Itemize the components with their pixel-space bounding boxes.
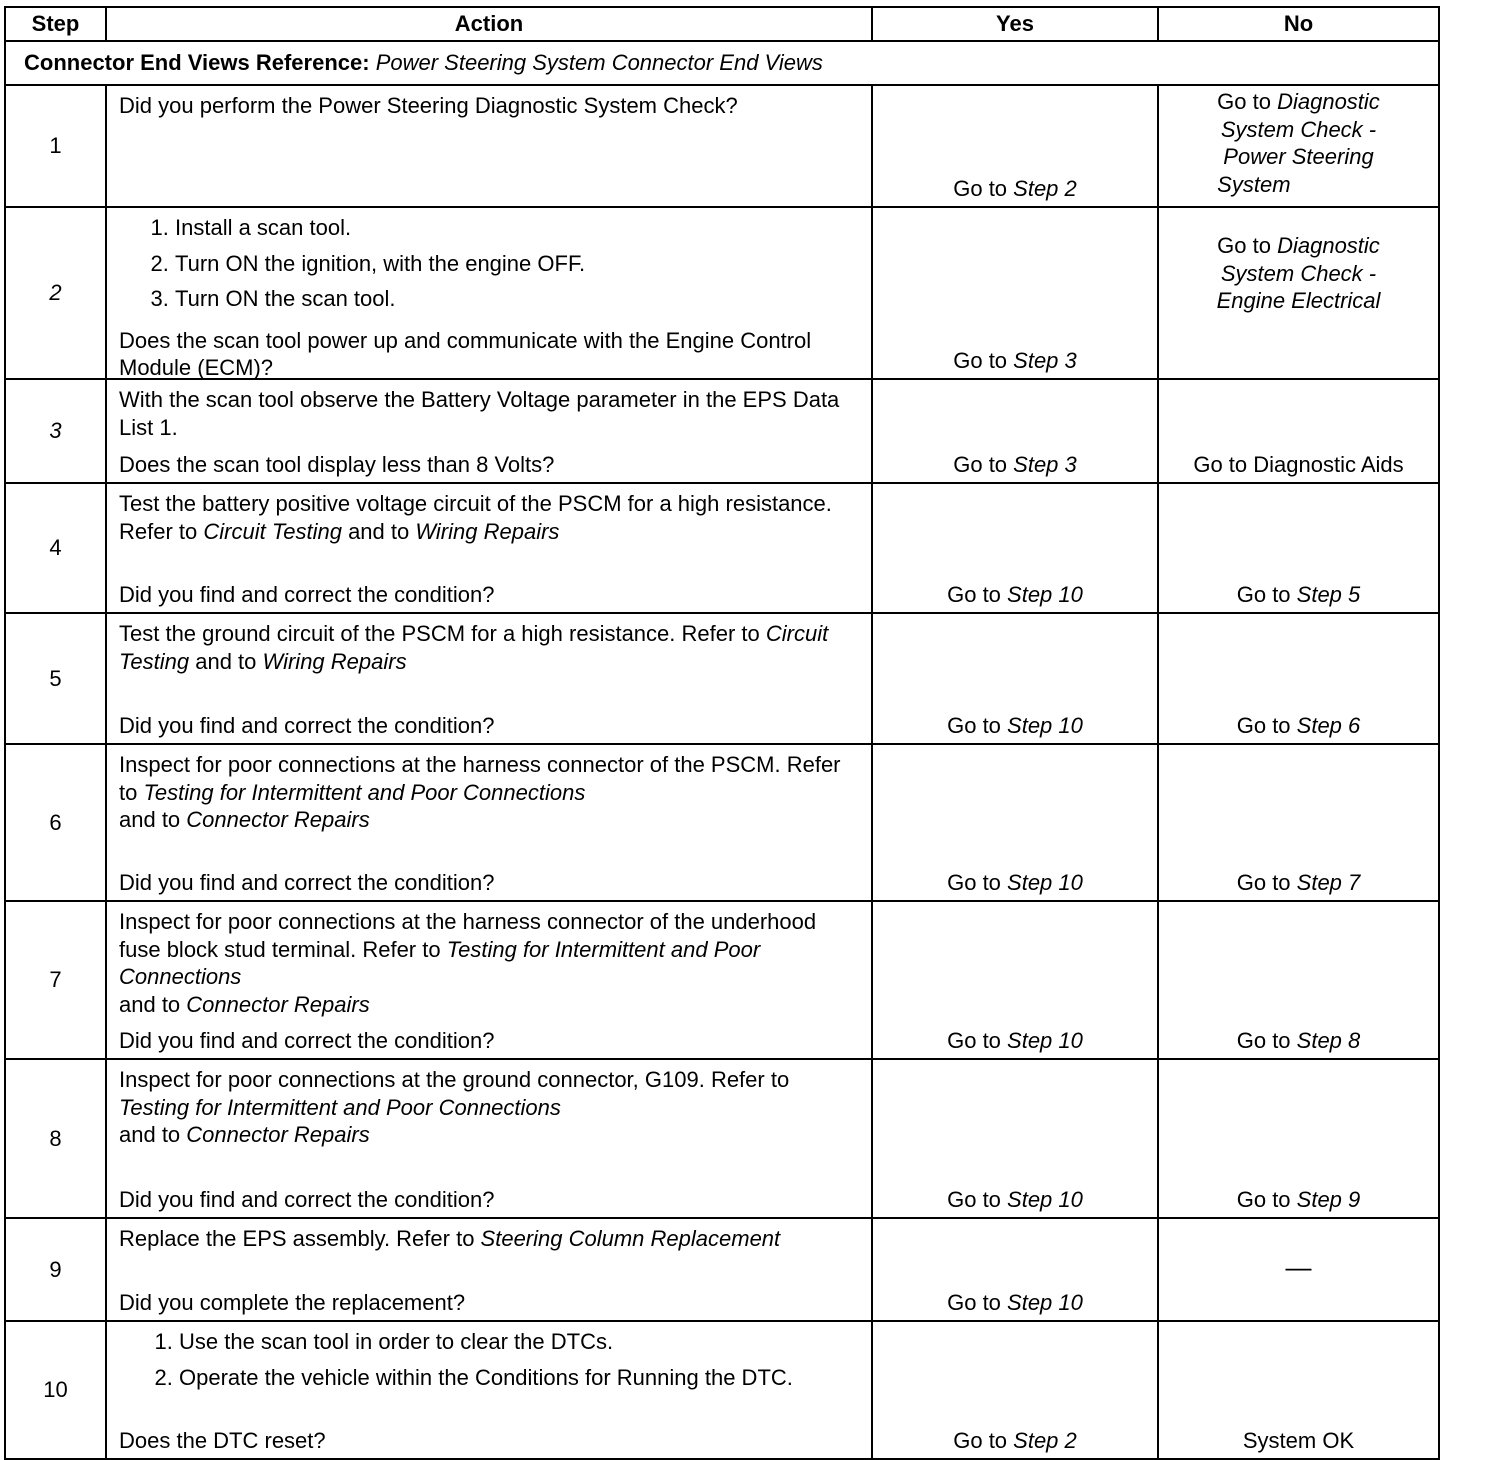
lead-text: and to bbox=[119, 1122, 187, 1147]
reference-cell bbox=[5, 41, 1439, 85]
reference-link[interactable]: Steering Column Replacement bbox=[480, 1226, 781, 1251]
action-question: Did you find and correct the condition? bbox=[119, 712, 495, 738]
action-cell bbox=[106, 207, 872, 379]
reference-link[interactable]: Circuit Testing bbox=[119, 621, 829, 674]
step-number: 8 bbox=[5, 1059, 106, 1218]
action-question: Did you complete the replacement? bbox=[119, 1289, 466, 1315]
no-link-line[interactable]: System Check - bbox=[1220, 260, 1377, 286]
yes-prefix: Go to bbox=[947, 869, 1008, 895]
no-link[interactable]: Step 6 bbox=[1296, 712, 1361, 738]
yes-cell bbox=[872, 613, 1158, 744]
yes-cell bbox=[872, 1321, 1158, 1459]
step-number: 4 bbox=[5, 483, 106, 613]
no-result: System OK bbox=[1242, 1427, 1355, 1453]
no-link-line[interactable]: System Check - bbox=[1220, 116, 1377, 142]
yes-cell bbox=[872, 379, 1158, 483]
header-row bbox=[5, 7, 1439, 41]
yes-prefix: Go to bbox=[953, 451, 1014, 477]
no-prefix: Go to bbox=[1236, 581, 1297, 607]
yes-cell bbox=[872, 85, 1158, 207]
action-question: Did you find and correct the condition? bbox=[119, 581, 495, 607]
no-prefix: Go to bbox=[1217, 89, 1278, 114]
reference-label: Connector End Views Reference: bbox=[24, 50, 370, 76]
yes-link[interactable]: Step 3 bbox=[1013, 347, 1077, 373]
table-row bbox=[5, 613, 1439, 744]
no-link-line[interactable]: Power Steering bbox=[1223, 144, 1374, 169]
reference-link[interactable]: Connector Repairs bbox=[186, 1122, 370, 1147]
step-number: 7 bbox=[5, 901, 106, 1059]
yes-cell bbox=[872, 744, 1158, 901]
action-question: Did you find and correct the condition? bbox=[119, 1027, 495, 1053]
lead-text: and to bbox=[119, 991, 187, 1017]
reference-link[interactable]: Circuit Testing bbox=[203, 518, 342, 544]
action-question: Did you perform the Power Steering Diagnostic System Check? bbox=[119, 93, 738, 118]
table-row bbox=[5, 901, 1439, 1059]
no-prefix: Go to bbox=[1236, 869, 1297, 895]
header-step: Step bbox=[5, 7, 106, 41]
action-question: Did you find and correct the condition? bbox=[119, 869, 495, 895]
step-number: 3 bbox=[5, 379, 106, 483]
yes-prefix: Go to bbox=[947, 712, 1008, 738]
reference-link[interactable]: Connector Repairs bbox=[186, 991, 370, 1017]
yes-prefix: Go to bbox=[947, 581, 1008, 607]
action-cell bbox=[106, 379, 872, 483]
header-action: Action bbox=[106, 7, 872, 41]
step-number: 2 bbox=[5, 207, 106, 379]
table-row bbox=[5, 1321, 1439, 1459]
action-cell bbox=[106, 1218, 872, 1321]
reference-link[interactable]: Power Steering System Connector End Views bbox=[375, 50, 823, 76]
reference-link[interactable]: Testing for Intermittent and Poor Connections bbox=[119, 1094, 561, 1120]
action-question: Does the scan tool display less than 8 Volts? bbox=[119, 451, 555, 477]
action-lead: With the scan tool observe the Battery Voltage parameter in the EPS Data List 1. bbox=[119, 387, 840, 440]
action-lead bbox=[119, 620, 859, 675]
step-number: 1 bbox=[5, 85, 106, 207]
reference-link[interactable]: Wiring Repairs bbox=[262, 648, 407, 674]
table-row bbox=[5, 207, 1439, 379]
lead-text: Replace the EPS assembly. Refer to bbox=[119, 1226, 481, 1251]
action-cell bbox=[106, 1059, 872, 1218]
table-row bbox=[5, 379, 1439, 483]
yes-prefix: Go to bbox=[953, 1427, 1014, 1453]
step-number: 10 bbox=[5, 1321, 106, 1459]
diagnostic-table bbox=[4, 6, 1440, 1460]
action-cell bbox=[106, 744, 872, 901]
action-lead bbox=[119, 908, 859, 1018]
yes-link[interactable]: Step 10 bbox=[1007, 1186, 1083, 1212]
yes-cell bbox=[872, 207, 1158, 379]
list-item: 2. Operate the vehicle within the Conditions for Running the DTC. bbox=[179, 1364, 819, 1392]
action-lead bbox=[119, 1225, 859, 1253]
yes-cell bbox=[872, 1218, 1158, 1321]
yes-link[interactable]: Step 10 bbox=[1007, 869, 1083, 895]
header-yes: Yes bbox=[872, 7, 1158, 41]
action-cell bbox=[106, 483, 872, 613]
no-dash: — bbox=[1285, 1252, 1312, 1283]
yes-link[interactable]: Step 10 bbox=[1007, 712, 1083, 738]
no-cell bbox=[1158, 901, 1439, 1059]
table-row bbox=[5, 483, 1439, 613]
step-number: 9 bbox=[5, 1218, 106, 1321]
no-link[interactable]: Step 9 bbox=[1296, 1186, 1361, 1212]
no-cell bbox=[1158, 744, 1439, 901]
no-cell bbox=[1158, 613, 1439, 744]
reference-link[interactable]: Testing for Intermittent and Poor Connections bbox=[143, 779, 586, 805]
no-link[interactable]: Diagnostic bbox=[1277, 89, 1380, 114]
reference-row bbox=[5, 41, 1439, 85]
lead-text: and to bbox=[189, 648, 263, 674]
yes-prefix: Go to bbox=[947, 1027, 1008, 1053]
lead-text: Test the ground circuit of the PSCM for a high resistance. Refer to bbox=[119, 621, 766, 646]
action-steps-list bbox=[119, 214, 859, 313]
no-cell bbox=[1158, 207, 1439, 379]
no-link[interactable]: Go to Diagnostic Aids bbox=[1193, 451, 1404, 477]
no-link[interactable]: Step 7 bbox=[1296, 869, 1361, 895]
lead-text: Inspect for poor connections at the harness connector of the underhood fuse block stud terminal. Refer to bbox=[119, 909, 817, 962]
action-cell bbox=[106, 901, 872, 1059]
no-cell bbox=[1158, 483, 1439, 613]
lead-text: Test the battery positive voltage circuit of the PSCM for a high resistance. Refer to bbox=[119, 491, 832, 544]
no-link-line[interactable]: System bbox=[1217, 171, 1291, 197]
action-steps-list bbox=[119, 1328, 819, 1391]
action-lead bbox=[119, 1066, 859, 1149]
reference-link[interactable]: Wiring Repairs bbox=[415, 518, 560, 544]
action-lead bbox=[119, 490, 859, 545]
no-prefix: Go to bbox=[1236, 712, 1297, 738]
yes-link[interactable]: Step 10 bbox=[1007, 1027, 1083, 1053]
no-link-line[interactable]: Engine Electrical bbox=[1216, 288, 1381, 313]
action-cell bbox=[106, 1321, 872, 1459]
reference-link[interactable]: Testing for Intermittent and Poor Connections bbox=[119, 936, 761, 989]
lead-text: and to bbox=[119, 807, 187, 832]
no-cell bbox=[1158, 1321, 1439, 1459]
yes-prefix: Go to bbox=[947, 1186, 1008, 1212]
table-row bbox=[5, 1218, 1439, 1321]
table-row bbox=[5, 744, 1439, 901]
list-item: 1. Use the scan tool in order to clear the DTCs. bbox=[179, 1328, 819, 1356]
yes-link[interactable]: Step 10 bbox=[1007, 1289, 1083, 1315]
no-prefix: Go to bbox=[1236, 1027, 1297, 1053]
list-item: 3. Turn ON the scan tool. bbox=[175, 285, 859, 313]
no-cell bbox=[1158, 1218, 1439, 1321]
yes-prefix: Go to bbox=[953, 347, 1014, 373]
yes-link[interactable]: Step 2 bbox=[1013, 175, 1077, 201]
action-cell bbox=[106, 85, 872, 207]
lead-text: and to bbox=[341, 518, 416, 544]
no-cell bbox=[1158, 379, 1439, 483]
action-question: Did you find and correct the condition? bbox=[119, 1186, 495, 1212]
action-cell bbox=[106, 613, 872, 744]
yes-prefix: Go to bbox=[953, 175, 1014, 201]
header-no: No bbox=[1158, 7, 1439, 41]
no-cell bbox=[1158, 85, 1439, 207]
yes-prefix: Go to bbox=[947, 1289, 1008, 1315]
action-lead bbox=[119, 751, 859, 834]
no-link[interactable]: Diagnostic bbox=[1277, 233, 1380, 258]
no-link[interactable]: Step 8 bbox=[1296, 1027, 1361, 1053]
list-item: 2. Turn ON the ignition, with the engine OFF. bbox=[175, 250, 859, 278]
action-question: Does the scan tool power up and communicate with the Engine Control Module (ECM)? bbox=[119, 327, 812, 380]
yes-link[interactable]: Step 3 bbox=[1013, 451, 1077, 477]
yes-cell bbox=[872, 901, 1158, 1059]
yes-cell bbox=[872, 483, 1158, 613]
list-item: 1. Install a scan tool. bbox=[175, 214, 859, 242]
no-prefix: Go to bbox=[1217, 233, 1278, 258]
table-row bbox=[5, 85, 1439, 207]
lead-text: Inspect for poor connections at the ground connector, G109. Refer to bbox=[119, 1067, 790, 1092]
no-prefix: Go to bbox=[1236, 1186, 1297, 1212]
table-row bbox=[5, 1059, 1439, 1218]
reference-link[interactable]: Connector Repairs bbox=[186, 807, 370, 832]
step-number: 5 bbox=[5, 613, 106, 744]
yes-link[interactable]: Step 10 bbox=[1007, 581, 1083, 607]
step-number: 6 bbox=[5, 744, 106, 901]
action-question: Does the DTC reset? bbox=[119, 1427, 326, 1453]
no-cell bbox=[1158, 1059, 1439, 1218]
yes-link[interactable]: Step 2 bbox=[1013, 1427, 1077, 1453]
no-link[interactable]: Step 5 bbox=[1296, 581, 1361, 607]
lead-text: Inspect for poor connections at the harness connector of the PSCM. Refer to bbox=[119, 752, 841, 805]
yes-cell bbox=[872, 1059, 1158, 1218]
